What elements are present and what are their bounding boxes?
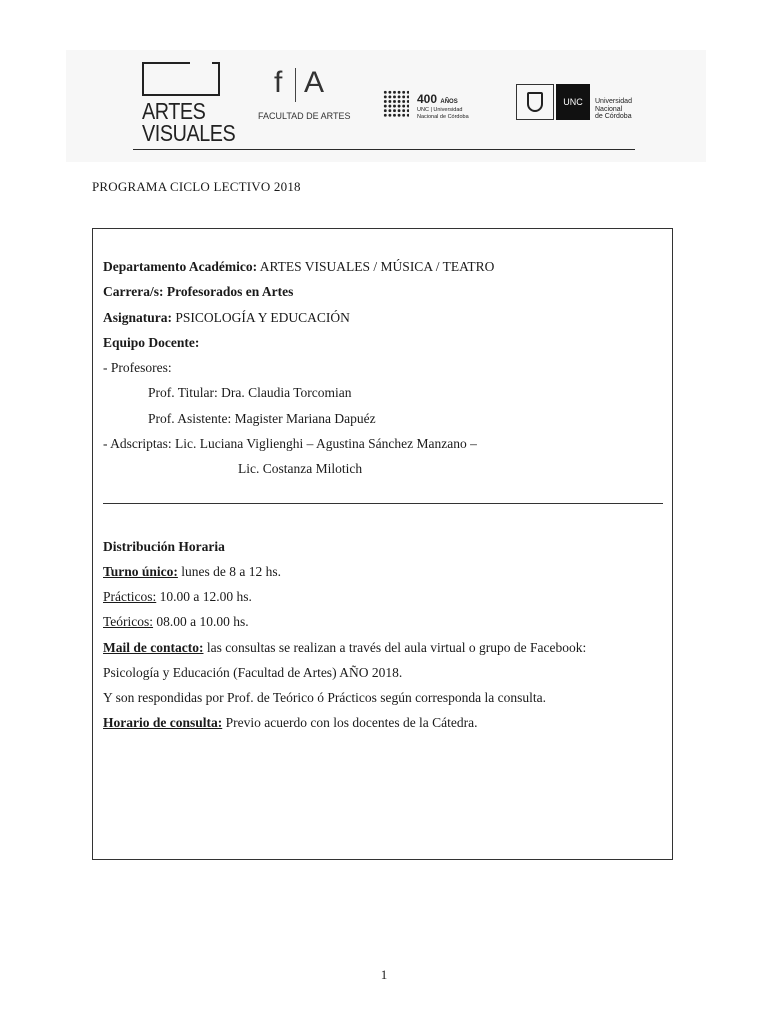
adscriptas-cont: Lic. Costanza Milotich <box>238 461 363 476</box>
logo-400-value: 400 <box>417 92 438 106</box>
logo-text-line1: ARTES <box>142 98 206 124</box>
artes-visuales-logo <box>142 62 236 148</box>
logo-bracket-shape <box>142 62 220 96</box>
page-number: 1 <box>380 967 388 982</box>
logo-400-subtitle <box>417 107 469 120</box>
consulta-label: Horario de consulta: <box>103 715 223 730</box>
unc-logo <box>516 84 638 124</box>
unc-box: UNC <box>556 84 590 120</box>
horario-title: Distribución Horaria <box>103 539 225 554</box>
logo-caption: FACULTAD DE ARTES <box>258 111 351 121</box>
adscriptas-line: - Adscriptas: Lic. Luciana Viglienghi – Agustina Sánchez Manzano – <box>103 436 477 451</box>
equipo-docente-label: Equipo Docente: <box>103 335 200 350</box>
departamento-value: ARTES VISUALES / MÚSICA / TEATRO <box>257 259 495 274</box>
mail-label: Mail de contacto: <box>103 640 204 655</box>
respuesta-line: Y son respondidas por Prof. de Teórico ó Prácticos según corresponda la consulta. <box>103 690 546 705</box>
logo-text-line2: VISUALES <box>142 120 236 146</box>
carrera-line: Carrera/s: Profesorados en Artes <box>103 284 294 299</box>
unc-name <box>595 98 632 121</box>
logo-400-sub2: Nacional de Córdoba <box>417 113 469 120</box>
mail-value: las consultas se realizan a través del aula virtual o grupo de Facebook: <box>203 640 587 655</box>
asignatura-line <box>103 309 350 327</box>
practicos-value: 10.00 a 12.00 hs. <box>156 589 252 604</box>
departamento-label: Departamento Académico: <box>103 259 258 274</box>
turno-value: lunes de 8 a 12 hs. <box>177 564 282 579</box>
mail-cont: Psicología y Educación (Facultad de Artes) AÑO 2018. <box>103 665 403 680</box>
profesor-titular: Prof. Titular: Dra. Claudia Torcomian <box>148 385 352 400</box>
logo-400-anios: AÑOS <box>440 99 458 105</box>
mail-line <box>103 639 586 657</box>
logo-400-number <box>417 92 458 106</box>
unc-name-3: de Córdoba <box>595 113 632 120</box>
unc-400-anios-logo <box>383 88 483 122</box>
profesor-asistente: Prof. Asistente: Magister Mariana Dapuéz <box>148 411 376 426</box>
header-rule <box>133 149 635 150</box>
profesores-label: - Profesores: <box>103 360 172 375</box>
dot-grid-icon <box>383 90 409 118</box>
turno-line <box>103 563 281 581</box>
shield-icon <box>527 92 543 112</box>
unc-name-2: Nacional <box>595 105 623 113</box>
practicos-line <box>103 588 252 606</box>
logo-mark-a: A <box>304 66 325 99</box>
section-divider <box>103 503 663 504</box>
consulta-value: Previo acuerdo con los docentes de la Cátedra. <box>222 715 478 730</box>
teoricos-label: Teóricos: <box>103 614 154 629</box>
logo-400-sub1: UNC | Universidad <box>417 107 463 113</box>
asignatura-value: PSICOLOGÍA Y EDUCACIÓN <box>172 310 350 325</box>
logo-mark-f: f <box>274 66 283 99</box>
turno-label: Turno único: <box>103 564 178 579</box>
asignatura-label: Asignatura: <box>103 310 173 325</box>
practicos-label: Prácticos: <box>103 589 157 604</box>
teoricos-line <box>103 613 249 631</box>
unc-name-1: Universidad <box>595 98 632 105</box>
departamento-line <box>103 258 494 276</box>
logo-mark-divider <box>295 68 296 102</box>
facultad-artes-logo <box>256 66 351 126</box>
university-seal-icon <box>516 84 554 120</box>
teoricos-value: 08.00 a 10.00 hs. <box>153 614 249 629</box>
consulta-line <box>103 714 478 732</box>
program-title: PROGRAMA CICLO LECTIVO 2018 <box>92 179 301 194</box>
